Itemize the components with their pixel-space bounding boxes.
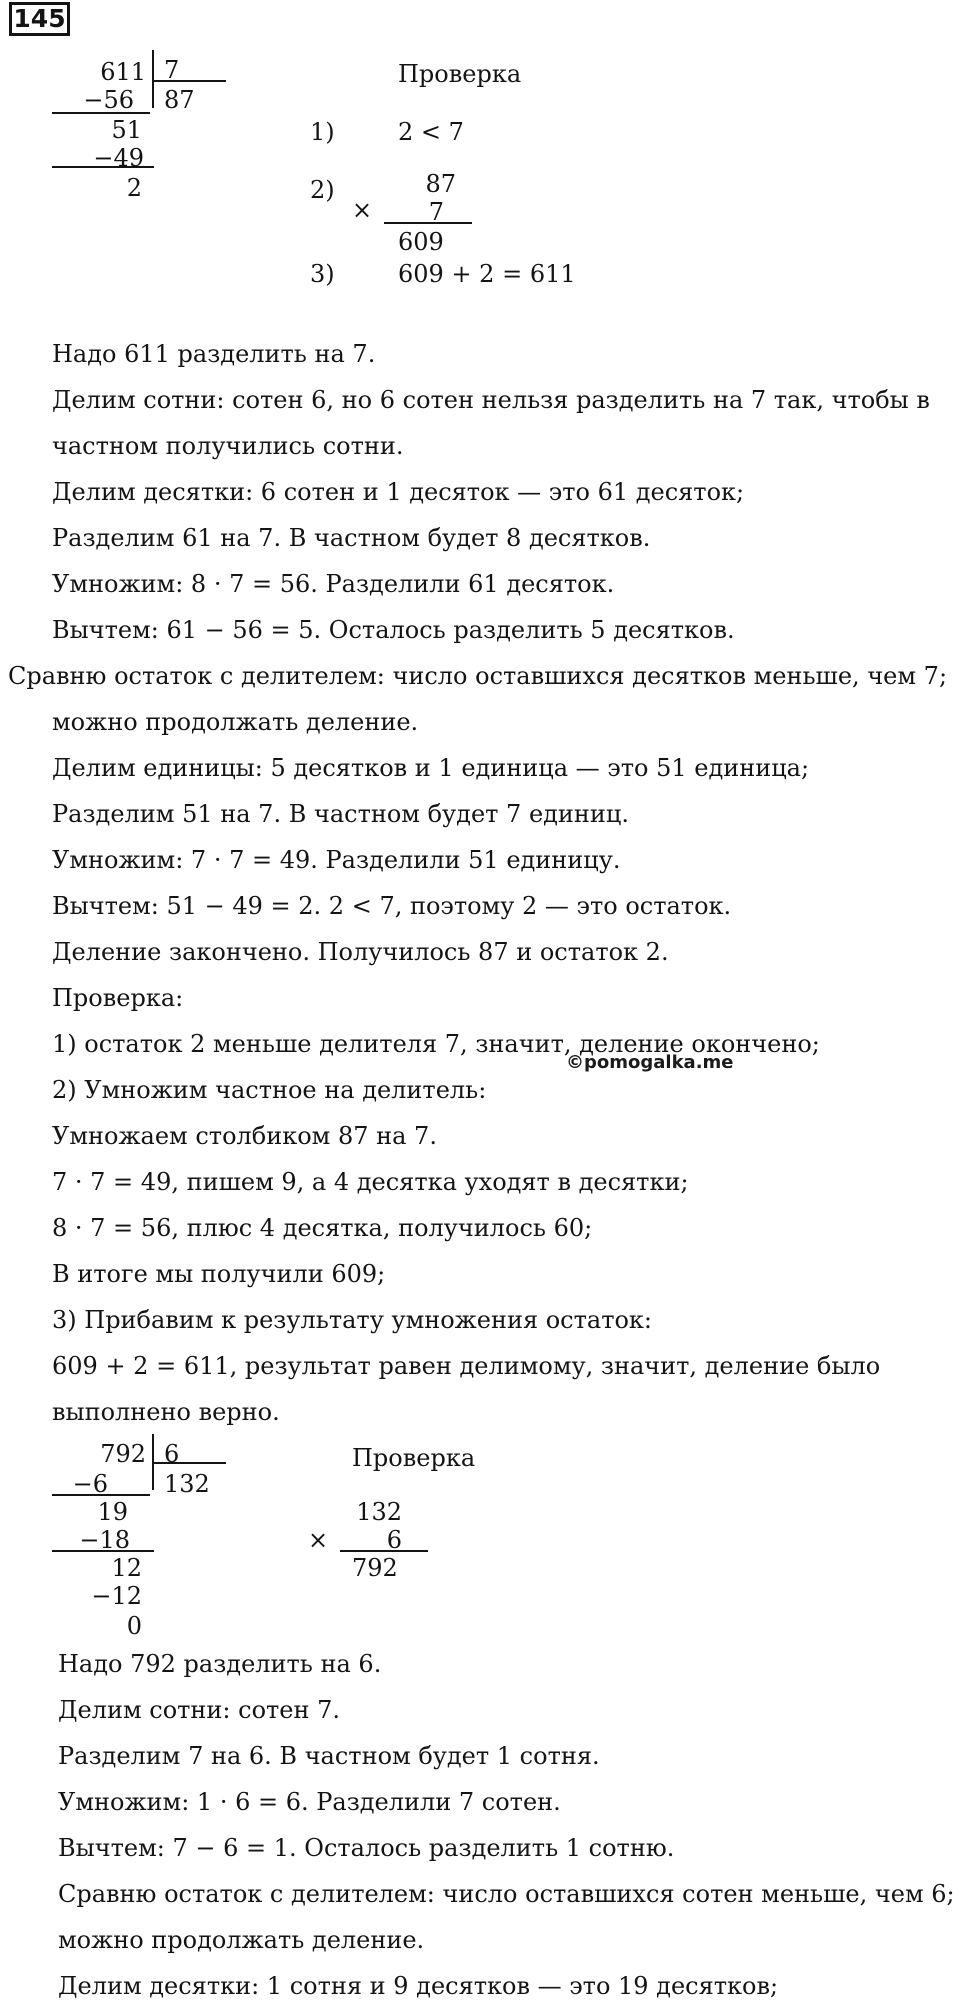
check-step-3-number: 3) [310, 260, 335, 288]
check-title: Проверка [398, 60, 522, 88]
text-line: Умножим: 8 · 7 = 56. Разделили 61 десяток. [52, 570, 615, 598]
text-line: выполнено верно. [52, 1398, 280, 1426]
remainder: 2 [126, 174, 142, 202]
text-line: Умножим: 1 · 6 = 6. Разделили 7 сотен. [58, 1788, 561, 1816]
check-title: Проверка [352, 1444, 476, 1472]
subtrahend-2: −49 [93, 144, 144, 172]
multiplier: 6 [386, 1526, 402, 1554]
text-line: Делим сотни: сотен 6, но 6 сотен нельзя разделить на 7 так, чтобы в [52, 386, 930, 414]
check-step-2-number: 2) [310, 176, 335, 204]
text-line: Делим единицы: 5 десятков и 1 единица — это 51 единица; [52, 754, 810, 782]
text-line: можно продолжать деление. [58, 1926, 425, 1954]
multiplier: 7 [428, 198, 444, 226]
subtraction-line-1 [52, 1494, 150, 1496]
text-line: 3) Прибавим к результату умножения остаток: [52, 1306, 653, 1334]
text-line: Делим десятки: 1 сотня и 9 десятков — это 19 десятков; [58, 1972, 779, 2000]
remainder: 0 [126, 1612, 142, 1640]
subtraction-line-1 [52, 112, 150, 114]
subtraction-line-2 [52, 166, 154, 168]
check-step-1-text: 2 < 7 [398, 118, 464, 146]
text-line: Вычтем: 61 − 56 = 5. Осталось разделить 5 десятков. [52, 616, 735, 644]
times-sign: × [352, 196, 373, 224]
text-line: Разделим 51 на 7. В частном будет 7 единиц. [52, 800, 629, 828]
subtrahend-2: −18 [79, 1526, 130, 1554]
multiplication-line [340, 1550, 428, 1552]
quotient: 132 [164, 1470, 210, 1498]
text-line: Умножим: 7 · 7 = 49. Разделили 51 единицу. [52, 846, 621, 874]
times-sign: × [308, 1526, 329, 1554]
subtraction-line-2 [52, 1550, 154, 1552]
subtrahend-1: −56 [83, 86, 134, 114]
multiplicand: 132 [356, 1498, 402, 1526]
text-line: Разделим 7 на 6. В частном будет 1 сотня. [58, 1742, 600, 1770]
text-line: Вычтем: 7 − 6 = 1. Осталось разделить 1 сотню. [58, 1834, 675, 1862]
product: 792 [352, 1554, 398, 1582]
text-line: Проверка: [52, 984, 184, 1012]
text-line: 2) Умножим частное на делитель: [52, 1076, 487, 1104]
partial-dividend-2: 12 [111, 1554, 142, 1582]
text-line: Делим сотни: сотен 7. [58, 1696, 341, 1724]
divisor: 6 [164, 1440, 180, 1468]
check-step-3-text: 609 + 2 = 611 [398, 260, 576, 288]
text-line: В итоге мы получили 609; [52, 1260, 386, 1288]
quotient: 87 [164, 86, 195, 114]
text-line: 609 + 2 = 611, результат равен делимому, значит, деление было [52, 1352, 881, 1380]
text-line: 1) остаток 2 меньше делителя 7, значит, деление окончено; [52, 1030, 820, 1058]
subtrahend-3: −12 [91, 1582, 142, 1610]
text-line: частном получились сотни. [52, 432, 404, 460]
watermark: ©pomogalka.me [566, 1052, 734, 1073]
text-line: 7 · 7 = 49, пишем 9, а 4 десятка уходят в десятки; [52, 1168, 689, 1196]
partial-dividend-1: 19 [97, 1498, 128, 1526]
text-line: Деление закончено. Получилось 87 и остаток 2. [52, 938, 669, 966]
text-line: Вычтем: 51 − 49 = 2. 2 < 7, поэтому 2 — это остаток. [52, 892, 732, 920]
text-line: можно продолжать деление. [52, 708, 419, 736]
division-vertical-line [152, 50, 154, 108]
text-line: Сравню остаток с делителем: число оставшихся сотен меньше, чем 6; [58, 1880, 955, 1908]
divisor: 7 [164, 56, 180, 84]
task-number-badge: 145 [9, 2, 70, 36]
check-step-1-number: 1) [310, 118, 335, 146]
text-line: Разделим 61 на 7. В частном будет 8 десятков. [52, 524, 651, 552]
dividend: 611 [100, 58, 146, 86]
multiplication-line [384, 222, 472, 224]
text-line: Делим десятки: 6 сотен и 1 десяток — это 61 десяток; [52, 478, 745, 506]
text-line: 8 · 7 = 56, плюс 4 десятка, получилось 60; [52, 1214, 593, 1242]
text-line: Сравню остаток с делителем: число оставшихся десятков меньше, чем 7; [8, 662, 948, 690]
text-line: Надо 611 разделить на 7. [52, 340, 376, 368]
multiplicand: 87 [425, 170, 456, 198]
subtrahend-1: −6 [72, 1470, 108, 1498]
text-line: Надо 792 разделить на 6. [58, 1650, 382, 1678]
text-line: Умножаем столбиком 87 на 7. [52, 1122, 437, 1150]
product: 609 [398, 228, 444, 256]
dividend: 792 [100, 1440, 146, 1468]
partial-dividend: 51 [111, 116, 142, 144]
